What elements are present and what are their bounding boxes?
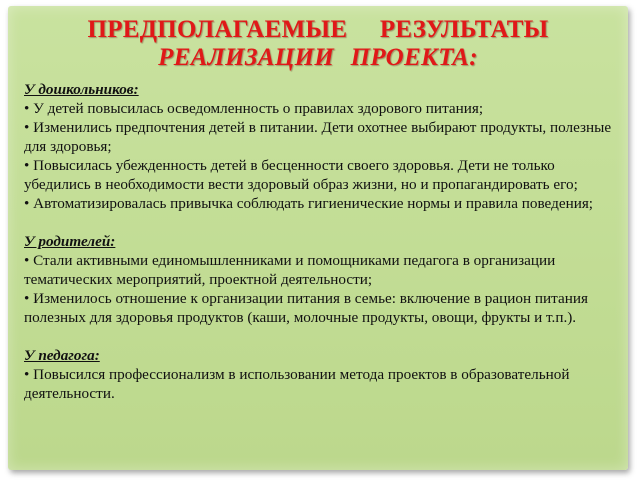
spacer bbox=[24, 327, 620, 346]
slide-title bbox=[8, 16, 628, 72]
section-heading-teacher: У педагога: bbox=[24, 347, 100, 364]
section-heading-preschoolers: У дошкольников: bbox=[24, 81, 139, 98]
slide-content bbox=[24, 80, 620, 403]
title-line-2: РЕАЛИЗАЦИИ ПРОЕКТА: bbox=[158, 44, 478, 71]
slide bbox=[8, 6, 628, 470]
spacer bbox=[24, 213, 620, 232]
list-item: • Автоматизировалась привычка соблюдать гигиенические нормы и правила поведения; bbox=[24, 195, 594, 212]
list-item: • Изменилось отношение к организации питания в семье: включение в рацион питания полезных для здоровья продуктов (каши, молочные продукты, овощи, фрукты и т.п.). bbox=[24, 290, 588, 326]
list-item: • Изменились предпочтения детей в питании. Дети охотнее выбирают продукты, полезные для здоровья; bbox=[24, 119, 612, 155]
title-line-1: ПРЕДПОЛАГАЕМЫЕ РЕЗУЛЬТАТЫ bbox=[87, 16, 549, 43]
list-item: • У детей повысилась осведомленность о правилах здорового питания; bbox=[24, 100, 484, 117]
list-item: • Повысился профессионализм в использовании метода проектов в образовательной деятельности. bbox=[24, 366, 570, 402]
list-item: • Стали активными единомышленниками и помощниками педагога в организации тематических мероприятий, проектной деятельности; bbox=[24, 252, 556, 288]
section-heading-parents: У родителей: bbox=[24, 233, 116, 250]
list-item: • Повысилась убежденность детей в бесценности своего здоровья. Дети не только убедились в необходимости вести здоровый образ жизни, но и пропагандировать его; bbox=[24, 157, 578, 193]
